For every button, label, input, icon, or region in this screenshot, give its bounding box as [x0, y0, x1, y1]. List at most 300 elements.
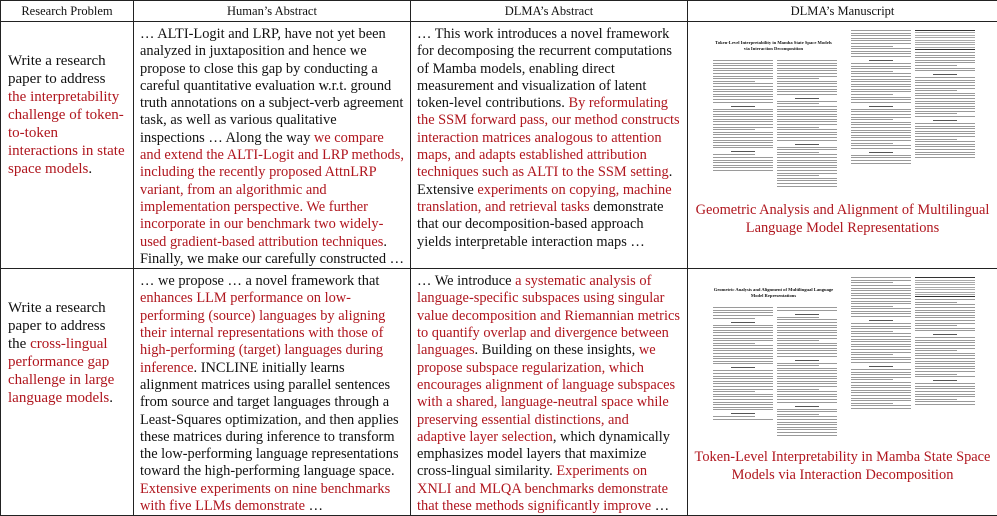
manuscript-line	[851, 377, 911, 378]
manuscript-page-2	[845, 26, 979, 200]
manuscript-line	[915, 312, 975, 313]
manuscript-page-1	[707, 273, 841, 447]
manuscript-line	[777, 154, 837, 155]
manuscript-line	[851, 94, 893, 95]
manuscript-line	[713, 376, 773, 377]
text-segment: … we propose … a novel framework that	[140, 273, 379, 289]
manuscript-line	[915, 399, 957, 400]
manuscript-line	[713, 325, 773, 326]
manuscript-line	[777, 368, 837, 369]
highlighted-text: Experiments on XNLI and MLQA benchmarks demonstrate that these methods significantly improve	[417, 463, 668, 514]
manuscript-line	[777, 116, 837, 117]
manuscript-line	[851, 359, 911, 360]
manuscript-line	[795, 360, 819, 361]
manuscript-line	[851, 352, 911, 353]
manuscript-line	[851, 303, 911, 304]
manuscript-line	[777, 137, 837, 138]
manuscript-line	[777, 335, 837, 336]
manuscript-table-row	[915, 284, 975, 285]
manuscript-line	[915, 340, 975, 341]
manuscript-line	[915, 68, 975, 69]
manuscript-line	[713, 65, 773, 66]
manuscript-line	[851, 339, 911, 340]
manuscript-line	[851, 30, 911, 31]
manuscript-line	[915, 146, 975, 147]
manuscript-line	[777, 389, 819, 390]
manuscript-line	[915, 353, 975, 354]
manuscript-line	[777, 322, 837, 323]
manuscript-line	[713, 70, 773, 71]
text-segment: Write a research paper to address the	[8, 300, 106, 352]
manuscript-line	[777, 365, 819, 366]
manuscript-line	[851, 408, 911, 409]
manuscript-line	[713, 383, 773, 384]
manuscript-line	[869, 60, 893, 61]
manuscript-line	[777, 180, 837, 181]
manuscript-line	[851, 86, 911, 87]
manuscript-line	[777, 427, 837, 428]
manuscript-line	[915, 342, 975, 343]
manuscript-line	[915, 149, 975, 150]
manuscript-line	[713, 145, 773, 146]
manuscript-line	[851, 140, 911, 141]
manuscript-caption: Geometric Analysis and Alignment of Multilingual Language Model Representations	[694, 202, 991, 237]
manuscript-caption: Token-Level Interpretability in Mamba State Space Models via Interaction Decomposition	[694, 449, 991, 484]
manuscript-line	[777, 422, 837, 423]
manuscript-line	[777, 319, 837, 320]
manuscript-line	[915, 299, 975, 300]
manuscript-line	[713, 127, 773, 128]
manuscript-line	[713, 330, 773, 331]
manuscript-line	[851, 349, 911, 350]
manuscript-line	[777, 391, 837, 392]
manuscript-line	[713, 170, 773, 171]
manuscript-line	[851, 84, 911, 85]
manuscript-line	[915, 358, 975, 359]
manuscript-line	[915, 128, 975, 129]
manuscript-line	[777, 63, 837, 64]
manuscript-line	[851, 111, 911, 112]
manuscript-line	[777, 160, 837, 161]
manuscript-line	[777, 348, 837, 349]
manuscript-line	[851, 109, 911, 110]
manuscript-line	[777, 317, 819, 318]
manuscript-line	[777, 435, 837, 436]
manuscript-line	[915, 60, 975, 61]
manuscript-line	[713, 109, 773, 110]
manuscript-line	[713, 391, 755, 392]
manuscript-line	[777, 376, 837, 377]
manuscript-line	[713, 142, 773, 143]
manuscript-line	[915, 302, 957, 303]
manuscript-title: Token-Level Interpretability in Mamba State Space Models via Interaction Decomposition	[713, 40, 835, 51]
manuscript-page-2	[845, 273, 979, 447]
manuscript-line	[851, 117, 911, 118]
text-segment: … We introduce	[417, 273, 515, 289]
manuscript-line	[915, 116, 975, 117]
manuscript-line	[851, 148, 911, 149]
manuscript-line	[851, 48, 911, 49]
manuscript-line	[915, 157, 975, 158]
manuscript-line	[777, 89, 837, 90]
manuscript-line	[915, 348, 975, 349]
manuscript-line	[731, 151, 755, 152]
manuscript-line	[777, 340, 819, 341]
manuscript-line	[851, 127, 911, 128]
manuscript-line	[713, 396, 773, 397]
text-segment: . Extensive	[417, 164, 672, 197]
manuscript-line	[777, 149, 837, 150]
manuscript-line	[777, 381, 837, 382]
human-abstract-cell	[134, 269, 411, 516]
manuscript-line	[851, 308, 911, 309]
manuscript-line	[713, 99, 773, 100]
manuscript-line	[777, 345, 837, 346]
manuscript-line	[915, 315, 975, 316]
manuscript-line	[915, 325, 957, 326]
manuscript-line	[777, 111, 837, 112]
text-segment: . Building on these insights,	[475, 342, 639, 358]
manuscript-line	[777, 65, 837, 66]
manuscript-line	[851, 390, 911, 391]
manuscript-line	[777, 121, 837, 122]
highlighted-text: By reformulating the SSM forward pass, our method constructs interaction matrices analogous to attention maps, and adapts established attribution techniques such as ALTI to the SSM setting	[417, 95, 680, 180]
dlma-manuscript-cell	[688, 269, 997, 516]
manuscript-line	[777, 332, 837, 333]
header-dlma-abstract: DLMA’s Abstract	[411, 1, 688, 22]
manuscript-line	[851, 387, 911, 388]
manuscript-line	[777, 429, 837, 430]
manuscript-line	[713, 389, 773, 390]
manuscript-line	[713, 402, 773, 403]
manuscript-line	[915, 111, 975, 112]
manuscript-line	[851, 81, 911, 82]
manuscript-line	[851, 341, 911, 342]
manuscript-line	[851, 372, 911, 373]
manuscript-line	[915, 391, 975, 392]
manuscript-line	[713, 416, 755, 417]
manuscript-line	[915, 126, 975, 127]
manuscript-line	[851, 56, 911, 57]
manuscript-line	[777, 350, 837, 351]
manuscript-line	[915, 154, 975, 155]
manuscript-line	[851, 357, 911, 358]
manuscript-line	[851, 76, 911, 77]
manuscript-table-row	[915, 294, 975, 295]
manuscript-line	[777, 170, 837, 171]
manuscript-line	[851, 282, 893, 283]
manuscript-line	[777, 383, 837, 384]
manuscript-table-row	[915, 37, 975, 38]
manuscript-line	[713, 111, 773, 112]
manuscript-line	[777, 432, 837, 433]
manuscript-line	[851, 145, 911, 146]
manuscript-line	[777, 386, 837, 387]
manuscript-line	[851, 97, 911, 98]
manuscript-line	[713, 335, 773, 336]
manuscript-line	[795, 314, 819, 315]
manuscript-line	[713, 399, 773, 400]
manuscript-line	[713, 315, 773, 316]
manuscript-title: Geometric Analysis and Alignment of Multilingual Language Model Representations	[713, 287, 835, 298]
text-segment: Write a research paper to address	[8, 53, 106, 87]
manuscript-line	[713, 73, 773, 74]
manuscript-line	[713, 78, 773, 79]
manuscript-line	[851, 66, 911, 67]
manuscript-line	[713, 307, 773, 308]
manuscript-line	[777, 114, 837, 115]
manuscript-line	[915, 376, 975, 377]
manuscript-table-row	[915, 287, 975, 288]
manuscript-line	[851, 91, 911, 92]
manuscript-line	[777, 132, 837, 133]
manuscript-line	[915, 55, 975, 56]
manuscript-line	[777, 152, 819, 153]
manuscript-line	[777, 402, 837, 403]
manuscript-line	[915, 350, 957, 351]
manuscript-line	[851, 33, 911, 34]
manuscript-line	[713, 386, 773, 387]
manuscript-line	[915, 98, 975, 99]
manuscript-line	[777, 325, 837, 326]
manuscript-line	[713, 363, 773, 364]
manuscript-page-1	[707, 26, 841, 200]
manuscript-line	[777, 186, 837, 187]
manuscript-line	[915, 57, 975, 58]
manuscript-line	[915, 404, 975, 405]
manuscript-line	[915, 144, 975, 145]
manuscript-line	[713, 83, 773, 84]
manuscript-line	[915, 363, 975, 364]
manuscript-line	[851, 277, 911, 278]
manuscript-line	[713, 63, 773, 64]
manuscript-line	[777, 411, 837, 412]
manuscript-line	[869, 366, 893, 367]
header-row	[1, 1, 997, 22]
header-dlma-manuscript: DLMA’s Manuscript	[688, 1, 997, 22]
manuscript-line	[777, 167, 837, 168]
manuscript-line	[851, 122, 911, 123]
manuscript-line	[851, 379, 893, 380]
manuscript-line	[777, 70, 837, 71]
manuscript-line	[777, 86, 837, 87]
manuscript-line	[777, 363, 837, 364]
manuscript-line	[713, 381, 773, 382]
manuscript-line	[915, 396, 975, 397]
manuscript-line	[713, 81, 755, 82]
manuscript-line	[777, 83, 837, 84]
manuscript-line	[713, 94, 773, 95]
manuscript-line	[777, 60, 837, 61]
text-segment: … This work introduces a novel framework for decomposing the recurrent computations of Mamba models, enabling direct measurement and visualization of latent token-level contributions.	[417, 26, 672, 111]
highlighted-text: a systematic analysis of language-specific subspaces using singular value decomposition and Riemannian metrics to quantify overlap and divergence between languages	[417, 273, 680, 358]
text-segment: . Finally, we make our carefully constructed …	[140, 234, 404, 267]
manuscript-line	[713, 96, 773, 97]
manuscript-line	[915, 65, 957, 66]
manuscript-line	[777, 419, 837, 420]
manuscript-line	[915, 330, 975, 331]
manuscript-line	[915, 401, 975, 402]
manuscript-line	[915, 103, 975, 104]
manuscript-line	[851, 382, 911, 383]
manuscript-line	[777, 414, 819, 415]
manuscript-line	[915, 152, 975, 153]
manuscript-line	[851, 130, 911, 131]
manuscript-line	[915, 123, 975, 124]
manuscript-line	[851, 143, 893, 144]
manuscript-line	[777, 76, 837, 77]
manuscript-line	[915, 355, 975, 356]
manuscript-line	[851, 285, 911, 286]
manuscript-line	[713, 60, 773, 61]
manuscript-line	[915, 108, 975, 109]
manuscript-line	[915, 374, 957, 375]
manuscript-line	[713, 345, 773, 346]
manuscript-line	[851, 63, 911, 64]
manuscript-line	[713, 134, 773, 135]
highlighted-text: cross-lingual performance gap challenge in large language models	[8, 336, 114, 406]
manuscript-line	[851, 336, 911, 337]
manuscript-line	[851, 405, 911, 406]
manuscript-line	[851, 137, 911, 138]
manuscript-line	[915, 70, 975, 71]
manuscript-line	[915, 82, 975, 83]
manuscript-line	[915, 62, 975, 63]
manuscript-line	[915, 80, 975, 81]
manuscript-line	[777, 175, 819, 176]
manuscript-line	[915, 304, 975, 305]
manuscript-line	[915, 77, 975, 78]
header-research-problem: Research Problem	[1, 1, 134, 22]
manuscript-table-row	[915, 42, 975, 43]
manuscript-line	[731, 106, 755, 107]
manuscript-line	[713, 343, 755, 344]
manuscript-line	[851, 400, 911, 401]
manuscript-line	[713, 154, 755, 155]
manuscript-line	[713, 102, 773, 103]
manuscript-line	[713, 129, 755, 130]
manuscript-line	[851, 369, 911, 370]
manuscript-line	[851, 71, 893, 72]
manuscript-line	[713, 312, 773, 313]
manuscript-line	[713, 338, 773, 339]
manuscript-line	[777, 162, 837, 163]
manuscript-line	[851, 119, 893, 120]
manuscript-table-row	[915, 292, 975, 293]
manuscript-line	[851, 35, 911, 36]
manuscript-line	[713, 332, 773, 333]
manuscript-line	[851, 114, 911, 115]
manuscript-table-row	[915, 44, 975, 45]
manuscript-line	[777, 109, 837, 110]
manuscript-line	[851, 328, 911, 329]
manuscript-line	[915, 337, 975, 338]
text-segment: demonstrate that our decomposition-based approach yields interpretable interaction maps …	[417, 199, 664, 250]
manuscript-line	[851, 398, 911, 399]
manuscript-line	[777, 68, 837, 69]
manuscript-line	[915, 90, 957, 91]
manuscript-line	[915, 93, 975, 94]
manuscript-line	[713, 76, 773, 77]
manuscript-line	[713, 350, 773, 351]
manuscript-line	[851, 280, 911, 281]
manuscript-line	[777, 353, 837, 354]
manuscript-line	[777, 416, 837, 417]
manuscript-line	[851, 132, 911, 133]
manuscript-line	[851, 160, 911, 161]
manuscript-line	[851, 288, 911, 289]
manuscript-line	[851, 68, 911, 69]
manuscript-line	[851, 293, 911, 294]
manuscript-line	[851, 395, 911, 396]
manuscript-line	[713, 124, 773, 125]
manuscript-line	[713, 340, 773, 341]
manuscript-line	[713, 370, 773, 371]
manuscript-line	[915, 85, 975, 86]
manuscript-line	[915, 113, 957, 114]
manuscript-line	[915, 52, 975, 53]
manuscript-line	[851, 362, 911, 363]
manuscript-line	[851, 79, 911, 80]
manuscript-line	[851, 124, 911, 125]
manuscript-line	[731, 367, 755, 368]
manuscript-line	[713, 121, 773, 122]
manuscript-line	[915, 141, 975, 142]
manuscript-line	[731, 322, 755, 323]
manuscript-line	[713, 132, 773, 133]
manuscript-line	[777, 338, 837, 339]
manuscript-line	[915, 310, 975, 311]
manuscript-line	[777, 91, 837, 92]
dlma-abstract-cell	[411, 269, 688, 516]
manuscript-line	[851, 385, 911, 386]
manuscript-line	[777, 106, 837, 107]
text-segment: . INCLINE initially learns alignment matrices using parallel sentences from source and target languages through a Least-Squares optimization, and then applies these matrices during inference to transform the low-performing language representations toward the high-performing language space.	[140, 360, 399, 480]
manuscript-line	[851, 51, 911, 52]
manuscript-table-row	[915, 32, 975, 33]
manuscript-line	[915, 345, 975, 346]
header-human-abstract: Human’s Abstract	[134, 1, 411, 22]
manuscript-line	[777, 394, 837, 395]
manuscript-line	[851, 326, 911, 327]
manuscript-line	[713, 310, 773, 311]
manuscript-line	[915, 133, 975, 134]
manuscript-line	[915, 386, 975, 387]
manuscript-line	[851, 313, 911, 314]
manuscript-line	[851, 155, 911, 156]
manuscript-line	[713, 86, 773, 87]
manuscript-line	[851, 99, 911, 100]
manuscript-line	[713, 318, 755, 319]
manuscript-line	[851, 290, 911, 291]
manuscript-line	[713, 157, 773, 158]
manuscript-line	[915, 131, 975, 132]
manuscript-line	[915, 106, 975, 107]
manuscript-line	[851, 38, 911, 39]
manuscript-line	[713, 358, 773, 359]
manuscript-line	[915, 371, 975, 372]
manuscript-table-row	[915, 40, 975, 41]
manuscript-line	[915, 95, 975, 96]
manuscript-line	[777, 124, 837, 125]
manuscript-line	[915, 136, 975, 137]
manuscript-line	[851, 53, 911, 54]
manuscript-line	[713, 116, 773, 117]
manuscript-line	[777, 370, 837, 371]
manuscript-line	[713, 137, 773, 138]
manuscript-line	[869, 320, 893, 321]
manuscript-line	[777, 343, 837, 344]
